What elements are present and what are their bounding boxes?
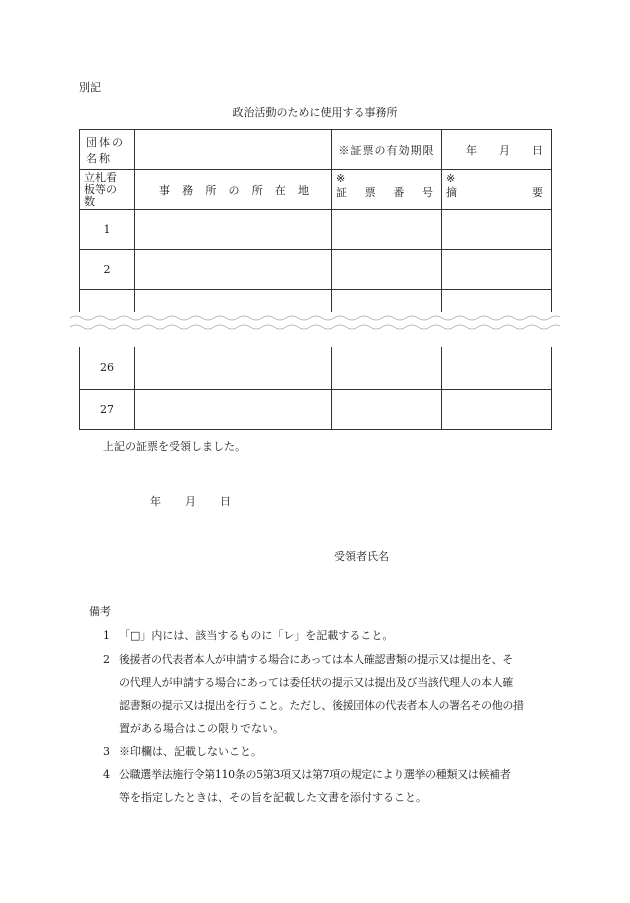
- summary-header: [442, 170, 552, 210]
- summary-header-char: 摘: [446, 186, 457, 199]
- appendix-label: 別記: [79, 81, 101, 94]
- org-name-field[interactable]: [135, 130, 332, 170]
- receipt-statement: 上記の証票を受領しました。: [103, 440, 246, 453]
- header-row-name: [80, 130, 552, 170]
- location-header-char: 事: [159, 183, 170, 197]
- notes-heading: 備考: [89, 605, 111, 618]
- location-header-char: 所: [251, 183, 263, 197]
- form-title: 政治活動のために使用する事務所: [232, 106, 398, 119]
- month-label: 月: [499, 143, 510, 157]
- note-line: 等を指定したときは、その旨を記載した文書を添付すること。: [119, 791, 427, 804]
- table-row: [80, 347, 552, 389]
- note-line: 置がある場合はこの限りでない。: [119, 722, 284, 735]
- cert-number-cell[interactable]: [332, 347, 442, 389]
- cert-header-char: 票: [364, 186, 376, 199]
- note-number: 1: [103, 629, 110, 642]
- receipt-year-label: 年: [150, 495, 161, 508]
- row-number: 2: [80, 250, 135, 290]
- table-break-wave: [70, 312, 560, 334]
- recipient-name-label: 受領者氏名: [334, 550, 389, 563]
- note-line: 公職選挙法施行令第110条の5第3項又は第7項の規定により選挙の種類又は候補者: [119, 768, 511, 781]
- note-line: 認書類の提示又は提出を行うこと。ただし、後援団体の代表者本人の署名その他の措: [119, 699, 524, 712]
- location-header-char: 在: [274, 183, 286, 197]
- cert-mark: ※: [336, 172, 346, 185]
- receipt-month-label: 月: [185, 495, 196, 508]
- summary-cell[interactable]: [442, 210, 552, 250]
- location-header-char: 務: [182, 183, 194, 197]
- row-number: 27: [80, 389, 135, 429]
- location-header-char: の: [228, 183, 240, 197]
- count-header-line: 立札看: [84, 170, 117, 184]
- note-number: 4: [103, 768, 110, 781]
- column-header-row: [80, 170, 552, 210]
- cert-header-char: 号: [421, 186, 433, 199]
- note-line: 「□」内には、該当するものに「レ」を記載すること。: [119, 629, 394, 642]
- table-row: [80, 210, 552, 250]
- cert-number-header: [332, 170, 442, 210]
- summary-mark: ※: [446, 172, 456, 185]
- validity-date-field[interactable]: [442, 130, 552, 170]
- location-header: [135, 170, 332, 210]
- location-header-char: 所: [205, 183, 217, 197]
- note-number: 3: [103, 745, 110, 758]
- org-name-label: 団体の名称: [80, 130, 135, 170]
- validity-label: ※証票の有効期限: [332, 130, 442, 170]
- cert-number-cell[interactable]: [332, 250, 442, 290]
- note-line: 後援者の代表者本人が申請する場合にあっては本人確認書類の提示又は提出を、そ: [119, 653, 513, 666]
- cert-header-char: 証: [336, 186, 347, 199]
- location-cell[interactable]: [135, 250, 332, 290]
- row-number: 26: [80, 347, 135, 389]
- table-row: [80, 250, 552, 290]
- office-table-continued: [79, 347, 552, 430]
- location-cell[interactable]: [135, 210, 332, 250]
- count-header-line: 板等の: [84, 182, 117, 196]
- summary-cell[interactable]: [442, 250, 552, 290]
- day-label: 日: [532, 143, 543, 157]
- cert-number-cell[interactable]: [332, 210, 442, 250]
- location-header-char: 地: [297, 183, 309, 197]
- count-header-line: 数: [84, 194, 95, 208]
- summary-header-char: 要: [532, 186, 543, 199]
- location-cell[interactable]: [135, 389, 332, 429]
- count-header: [80, 170, 135, 210]
- note-line: の代理人が申請する場合にあっては委任状の提示又は提出及び当該代理人の本人確: [119, 676, 513, 689]
- row-number: 1: [80, 210, 135, 250]
- location-cell[interactable]: [135, 347, 332, 389]
- receipt-day-label: 日: [220, 495, 231, 508]
- table-row: [80, 389, 552, 429]
- summary-cell[interactable]: [442, 389, 552, 429]
- cert-header-char: 番: [393, 186, 405, 199]
- summary-cell[interactable]: [442, 347, 552, 389]
- year-label: 年: [466, 143, 477, 157]
- note-number: 2: [103, 653, 110, 666]
- office-table: [79, 129, 552, 318]
- cert-number-cell[interactable]: [332, 389, 442, 429]
- note-line: ※印欄は、記載しないこと。: [119, 745, 262, 758]
